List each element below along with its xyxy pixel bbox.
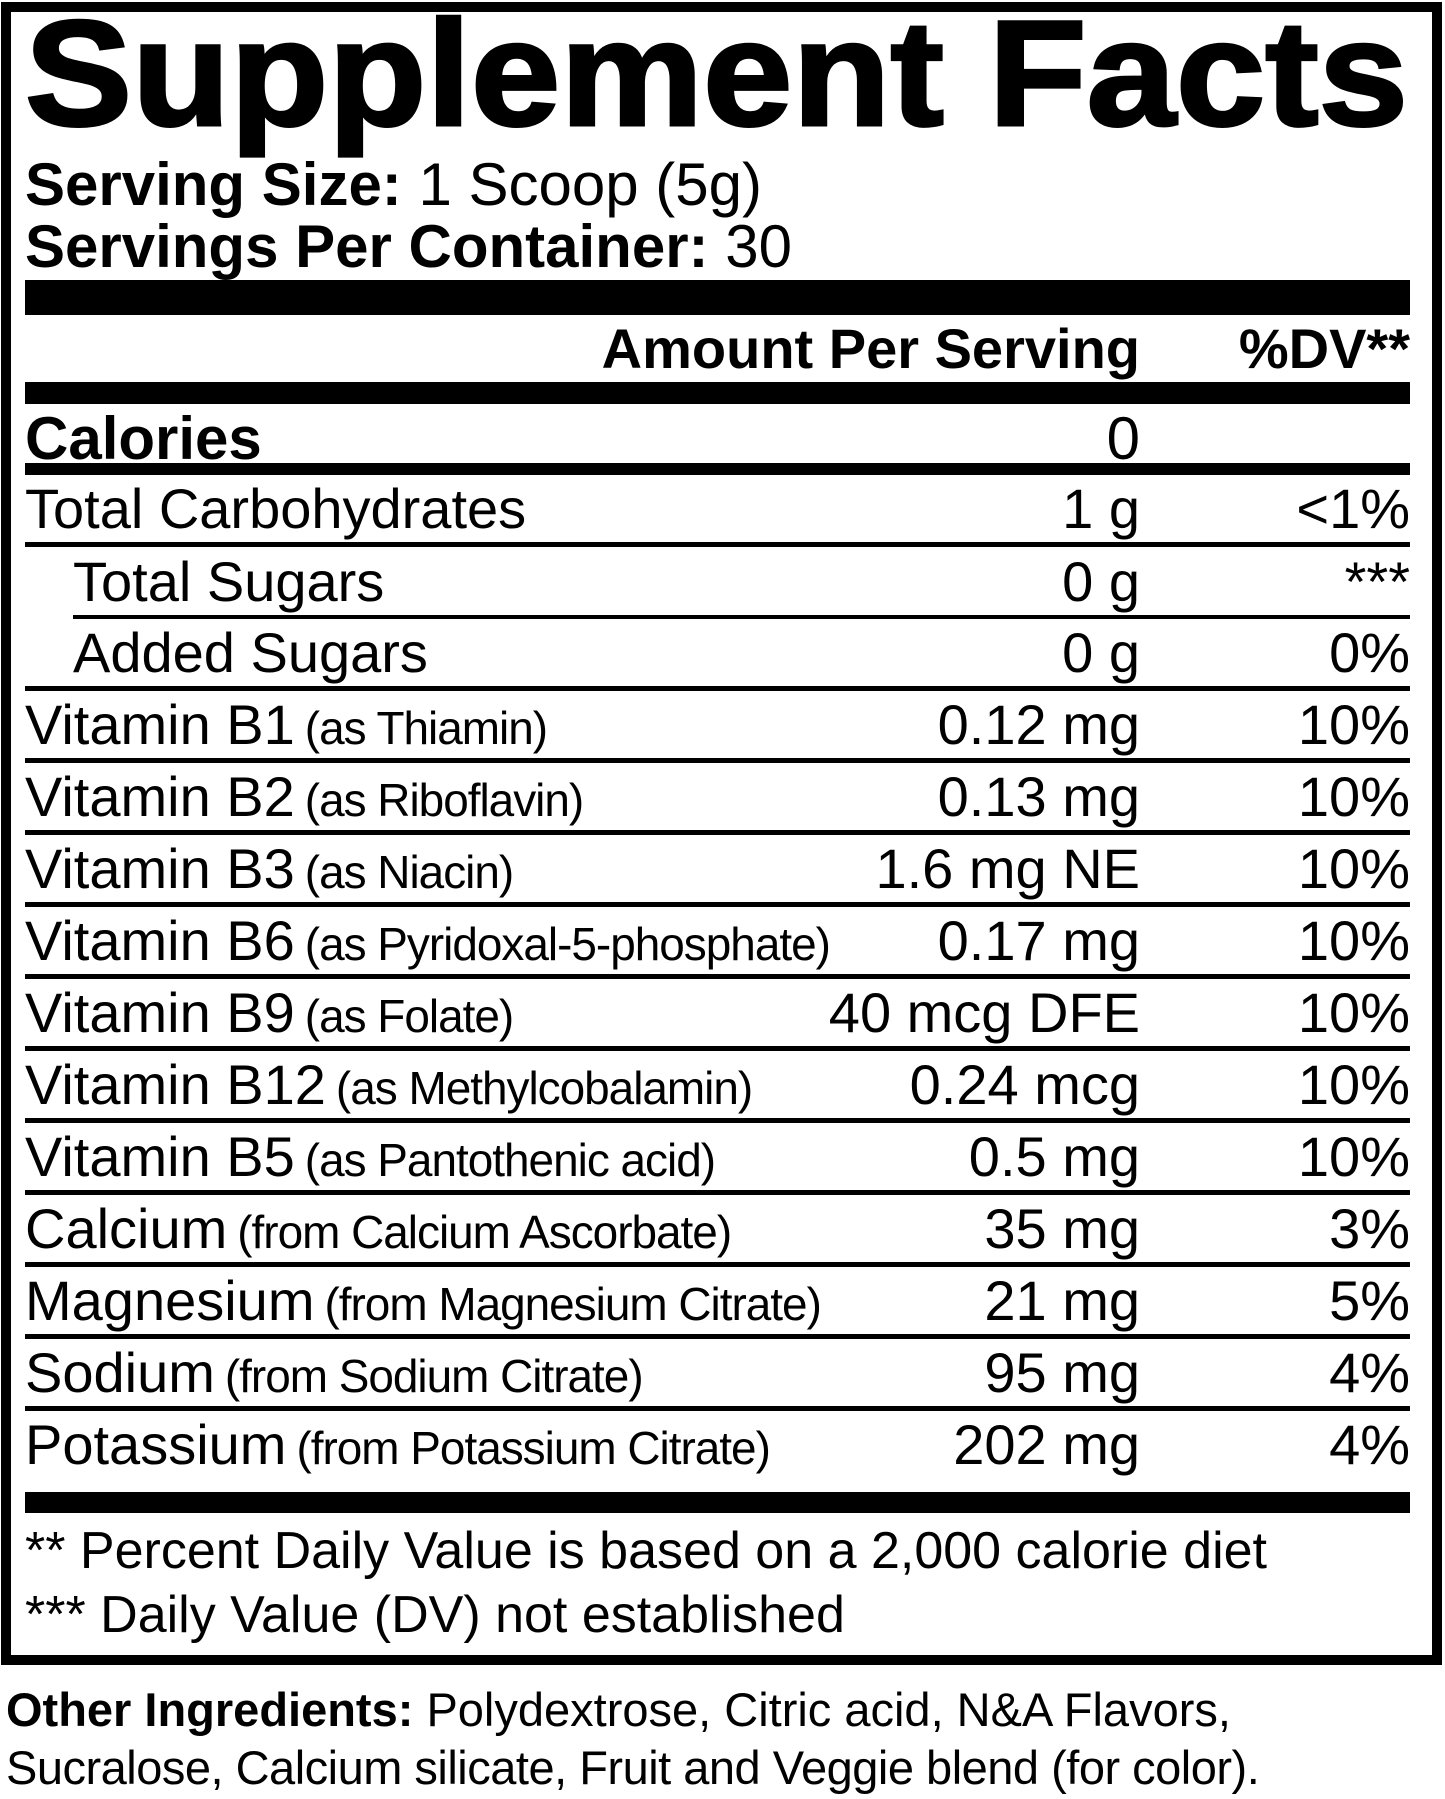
other-ingredients-label: Other Ingredients:	[6, 1683, 414, 1736]
servings-per-container-line	[25, 213, 1410, 280]
footnotes	[25, 1513, 1410, 1655]
nutrient-detail: (from Sodium Citrate)	[224, 1350, 643, 1402]
other-ingredients	[6, 1681, 1445, 1797]
title-text: Supplement Facts	[25, 0, 1408, 157]
nutrient-name: Magnesium	[25, 1269, 315, 1332]
nutrient-amount: 0.24 mcg	[909, 1053, 1140, 1116]
nutrient-row-calcium	[25, 1195, 1410, 1267]
footnote-dv-basis: ** Percent Daily Value is based on a 2,000 calorie diet	[25, 1522, 1268, 1580]
nutrient-detail: (as Pantothenic acid)	[304, 1134, 716, 1186]
nutrient-dv: 4%	[1329, 1413, 1410, 1476]
nutrient-dv: 3%	[1329, 1197, 1410, 1260]
nutrient-detail: (as Pyridoxal-5-phosphate)	[304, 918, 830, 970]
nutrient-name: Vitamin B2	[25, 765, 295, 828]
nutrient-row-total-carbohydrates	[25, 475, 1410, 547]
nutrient-detail: (as Riboflavin)	[304, 774, 584, 826]
serving-size-line	[25, 151, 1410, 218]
nutrient-amount: 0.17 mg	[937, 909, 1140, 972]
nutrient-amount: 0 g	[1062, 621, 1140, 684]
nutrient-dv: ***	[1344, 549, 1410, 613]
nutrient-dv: 10%	[1297, 837, 1410, 900]
nutrient-dv: 10%	[1297, 765, 1410, 828]
nutrient-name: Vitamin B1	[25, 693, 295, 756]
nutrient-row-vitamin-b1	[25, 691, 1410, 763]
heavy-divider-bottom	[25, 1492, 1410, 1513]
serving-size-label: Serving Size:	[25, 151, 402, 218]
nutrient-name: Total Sugars	[73, 549, 385, 613]
nutrient-detail: (as Folate)	[304, 990, 514, 1042]
nutrient-row-vitamin-b12	[25, 1051, 1410, 1123]
heavy-divider-top	[25, 280, 1410, 315]
percent-dv-header: %DV**	[1238, 317, 1410, 380]
nutrient-row-vitamin-b6	[25, 907, 1410, 979]
other-ingredients-line2: Sucralose, Calcium silicate, Fruit and Veggie blend (for color).	[6, 1741, 1260, 1794]
calories-amount: 0	[1106, 405, 1140, 472]
nutrient-amount: 0 g	[1062, 549, 1140, 613]
nutrient-row-magnesium	[25, 1267, 1410, 1339]
nutrient-dv: 10%	[1297, 1053, 1410, 1116]
servings-per-container-label: Servings Per Container:	[25, 213, 709, 280]
nutrient-row-total-sugars	[25, 547, 1410, 615]
heavy-divider-2	[25, 382, 1410, 404]
nutrient-dv: 0%	[1329, 621, 1410, 684]
nutrient-name: Vitamin B9	[25, 981, 295, 1044]
nutrient-name: Potassium	[25, 1413, 287, 1476]
nutrient-amount: 1.6 mg NE	[875, 837, 1140, 900]
nutrient-name: Vitamin B6	[25, 909, 295, 972]
calories-row	[25, 404, 1410, 472]
nutrient-amount: 0.12 mg	[937, 693, 1140, 756]
serving-size-value: 1 Scoop (5g)	[418, 151, 763, 218]
nutrient-detail: (as Methylcobalamin)	[335, 1062, 753, 1114]
nutrient-amount: 0.13 mg	[937, 765, 1140, 828]
nutrient-dv: 10%	[1297, 1125, 1410, 1188]
nutrient-row-added-sugars	[25, 619, 1410, 691]
nutrient-amount: 40 mcg DFE	[828, 981, 1140, 1044]
supplement-facts-panel	[1, 2, 1442, 1665]
nutrient-dv: 10%	[1297, 693, 1410, 756]
nutrient-amount: 0.5 mg	[968, 1125, 1140, 1188]
nutrient-name: Calcium	[25, 1197, 228, 1260]
nutrient-name: Vitamin B3	[25, 837, 295, 900]
nutrient-name: Sodium	[25, 1341, 215, 1404]
nutrient-dv: 10%	[1297, 909, 1410, 972]
other-ingredients-line1	[6, 1681, 1445, 1739]
calories-label: Calories	[25, 405, 262, 472]
nutrient-row-vitamin-b5	[25, 1123, 1410, 1195]
nutrient-row-sodium	[25, 1339, 1410, 1411]
nutrient-dv: 10%	[1297, 981, 1410, 1044]
nutrient-name: Vitamin B5	[25, 1125, 295, 1188]
nutrient-detail: (from Magnesium Citrate)	[324, 1278, 821, 1330]
panel-title	[25, 0, 1410, 157]
nutrient-amount: 1 g	[1062, 477, 1140, 540]
nutrient-dv: <1%	[1296, 477, 1410, 540]
nutrient-row-potassium	[25, 1411, 1410, 1478]
nutrient-row-vitamin-b2	[25, 763, 1410, 835]
servings-per-container-value: 30	[725, 213, 792, 280]
nutrient-amount: 35 mg	[984, 1197, 1140, 1260]
nutrient-row-vitamin-b9	[25, 979, 1410, 1051]
nutrient-amount: 21 mg	[984, 1269, 1140, 1332]
amount-per-serving-header: Amount Per Serving	[601, 317, 1140, 380]
nutrient-detail: (from Potassium Citrate)	[296, 1422, 770, 1474]
nutrient-amount: 95 mg	[984, 1341, 1140, 1404]
nutrient-row-vitamin-b3	[25, 835, 1410, 907]
nutrient-detail: (from Calcium Ascorbate)	[237, 1206, 732, 1258]
nutrient-dv: 5%	[1329, 1269, 1410, 1332]
nutrient-name: Vitamin B12	[25, 1053, 326, 1116]
nutrient-name: Added Sugars	[73, 621, 428, 684]
nutrient-amount: 202 mg	[953, 1413, 1140, 1476]
nutrient-name: Total Carbohydrates	[25, 477, 527, 540]
other-ingredients-text1: Polydextrose, Citric acid, N&A Flavors,	[426, 1683, 1231, 1736]
footnote-dv-not-established: *** Daily Value (DV) not established	[25, 1586, 845, 1644]
column-header-row	[25, 315, 1410, 382]
nutrient-detail: (as Thiamin)	[304, 702, 548, 754]
nutrient-dv: 4%	[1329, 1341, 1410, 1404]
nutrient-detail: (as Niacin)	[304, 846, 514, 898]
